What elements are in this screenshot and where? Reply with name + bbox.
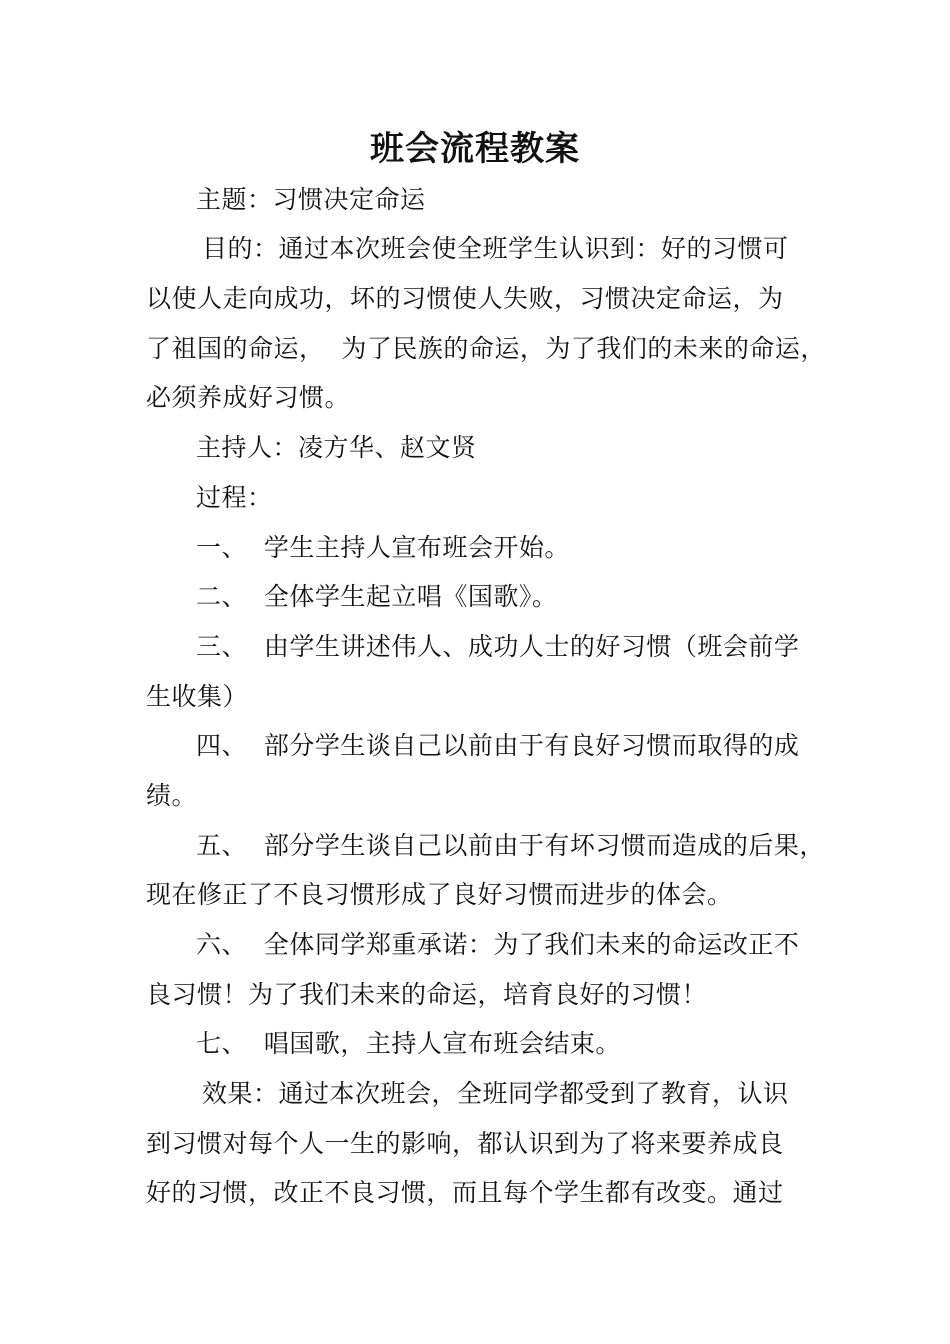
- effect-line-2: 到习惯对每个人一生的影响，都认识到为了将来要养成良: [146, 1129, 784, 1158]
- purpose-line-3: 了祖国的命运， 为了民族的命运，为了我们的未来的命运，: [146, 334, 826, 363]
- step-5-line-1: 五、 部分学生谈自己以前由于有坏习惯而造成的后果，: [196, 831, 825, 860]
- step-3-line-1: 三、 由学生讲述伟人、成功人士的好习惯（班会前学: [196, 632, 800, 661]
- effect-line-3: 好的习惯，改正不良习惯，而且每个学生都有改变。通过: [146, 1178, 784, 1207]
- theme-line: 主题：习惯决定命运: [196, 185, 426, 214]
- purpose-line-1: 目的：通过本次班会使全班学生认识到：好的习惯可: [202, 234, 789, 263]
- step-2: 二、 全体学生起立唱《国歌》。: [196, 582, 558, 611]
- step-4-line-1: 四、 部分学生谈自己以前由于有良好习惯而取得的成: [196, 731, 800, 760]
- hosts-line: 主持人：凌方华、赵文贤: [196, 433, 477, 462]
- step-4-line-2: 绩。: [146, 781, 198, 810]
- step-6-line-2: 良习惯！为了我们未来的命运，培育良好的习惯！: [146, 980, 708, 1009]
- step-3-line-2: 生收集）: [146, 682, 249, 711]
- step-1: 一、 学生主持人宣布班会开始。: [196, 533, 570, 562]
- process-label: 过程：: [196, 483, 273, 512]
- page-title: 班会流程教案: [370, 129, 580, 169]
- step-7: 七、 唱国歌，主持人宣布班会结束。: [196, 1029, 621, 1058]
- step-6-line-1: 六、 全体同学郑重承诺：为了我们未来的命运改正不: [196, 930, 800, 959]
- purpose-line-4: 必须养成好习惯。: [146, 383, 351, 412]
- effect-line-1: 效果：通过本次班会，全班同学都受到了教育，认识: [202, 1079, 789, 1108]
- step-5-line-2: 现在修正了不良习惯形成了良好习惯而进步的体会。: [146, 880, 733, 909]
- purpose-line-2: 以使人走向成功，坏的习惯使人失败，习惯决定命运，为: [146, 284, 784, 313]
